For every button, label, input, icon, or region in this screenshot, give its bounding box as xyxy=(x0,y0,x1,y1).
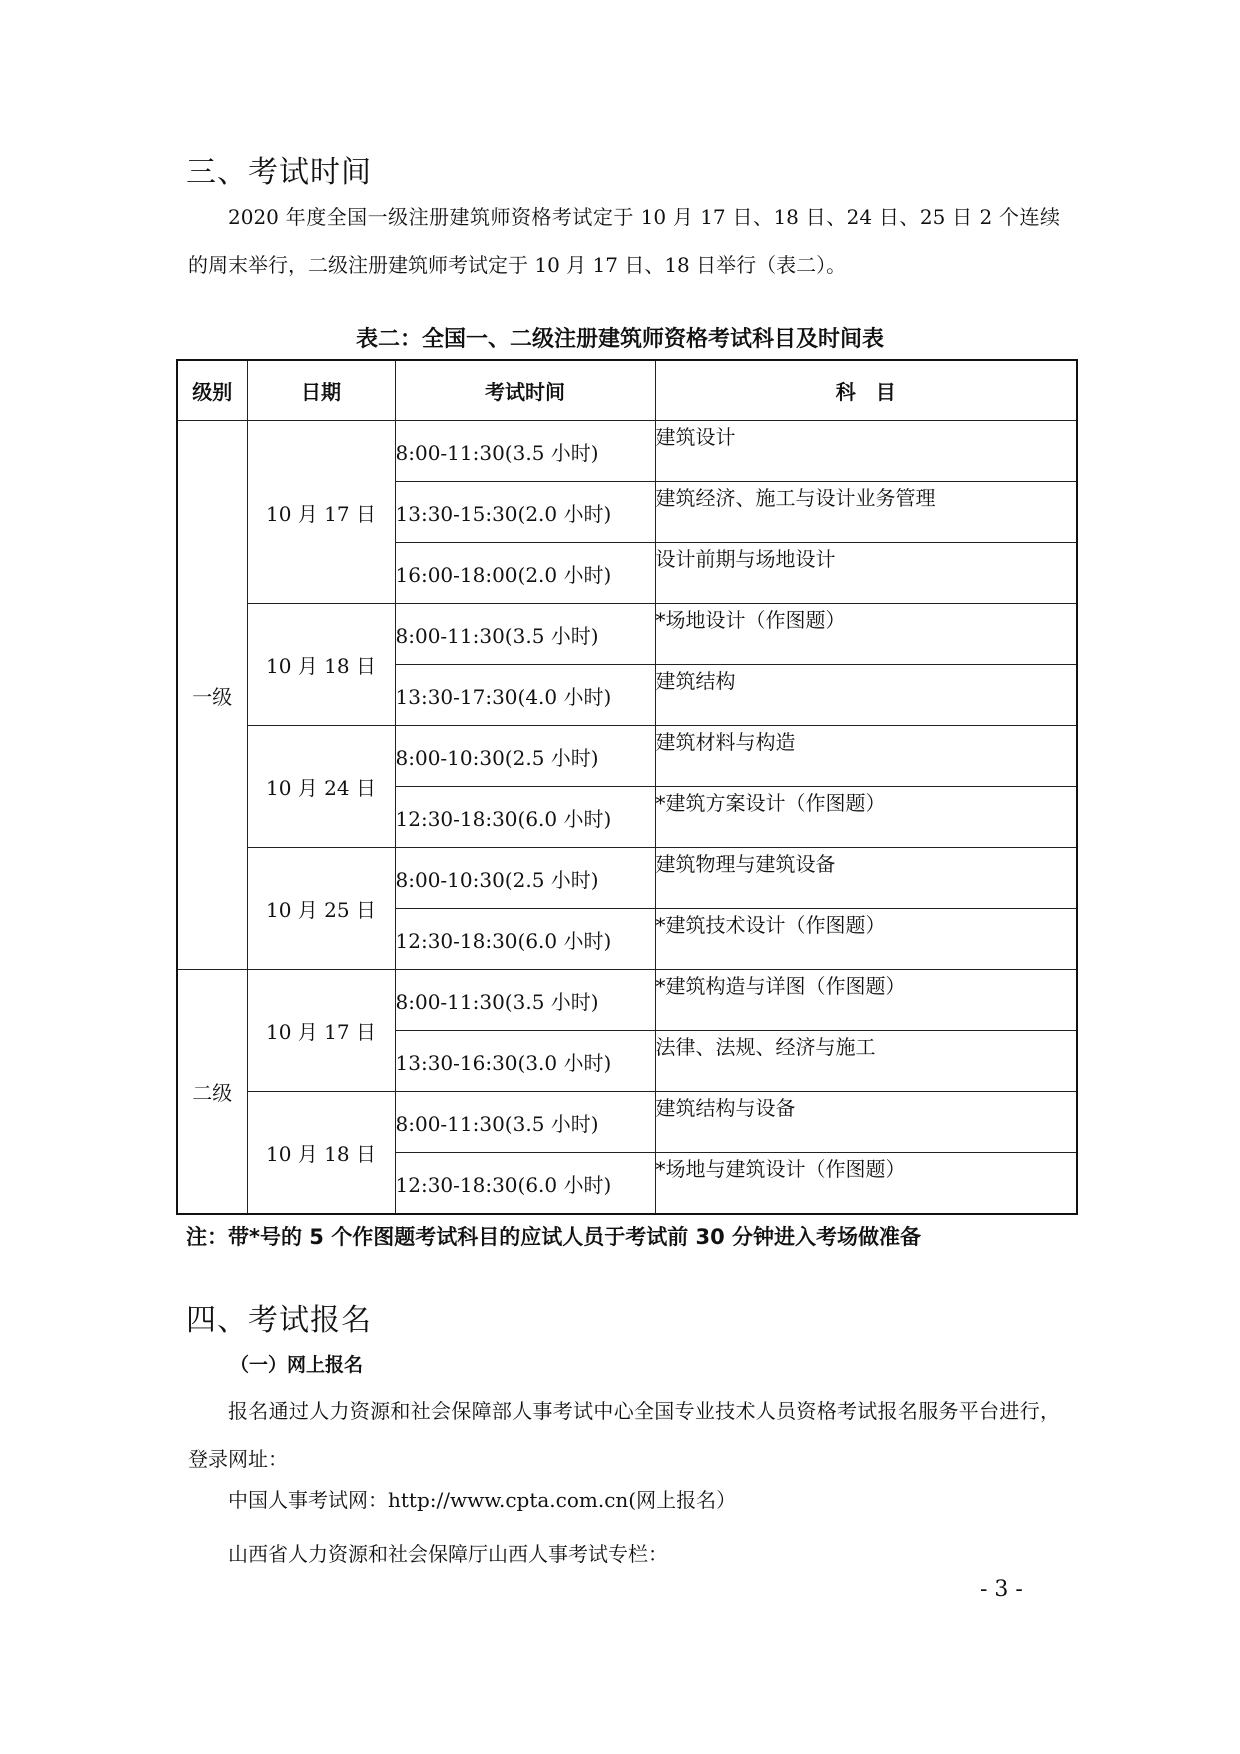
level-cell-2: 二级 xyxy=(177,970,247,1215)
subject-cell: *建筑方案设计（作图题） xyxy=(655,787,1077,848)
table-row xyxy=(177,604,1077,665)
subject-cell: 建筑物理与建筑设备 xyxy=(655,848,1077,909)
date-cell: 10 月 17 日 xyxy=(247,970,395,1092)
table-header-row xyxy=(177,360,1077,421)
header-date: 日期 xyxy=(247,360,395,421)
header-exam-time: 考试时间 xyxy=(395,360,655,421)
subject-cell: 建筑结构与设备 xyxy=(655,1092,1077,1153)
subject-cell: 建筑设计 xyxy=(655,421,1077,482)
date-cell: 10 月 18 日 xyxy=(247,1092,395,1215)
time-cell: 8:00-11:30(3.5 小时) xyxy=(395,1092,655,1153)
subject-cell: 法律、法规、经济与施工 xyxy=(655,1031,1077,1092)
subject-cell: 建筑材料与构造 xyxy=(655,726,1077,787)
date-cell: 10 月 18 日 xyxy=(247,604,395,726)
table-row xyxy=(177,848,1077,909)
level-cell-1: 一级 xyxy=(177,421,247,970)
time-cell: 13:30-15:30(2.0 小时) xyxy=(395,482,655,543)
subject-cell: 设计前期与场地设计 xyxy=(655,543,1077,604)
time-cell: 12:30-18:30(6.0 小时) xyxy=(395,909,655,970)
time-cell: 16:00-18:00(2.0 小时) xyxy=(395,543,655,604)
time-cell: 8:00-11:30(3.5 小时) xyxy=(395,421,655,482)
time-cell: 13:30-16:30(3.0 小时) xyxy=(395,1031,655,1092)
date-cell: 10 月 17 日 xyxy=(247,421,395,604)
subject-cell: 建筑结构 xyxy=(655,665,1077,726)
time-cell: 8:00-10:30(2.5 小时) xyxy=(395,848,655,909)
table-row xyxy=(177,1092,1077,1153)
time-cell: 13:30-17:30(4.0 小时) xyxy=(395,665,655,726)
date-cell: 10 月 24 日 xyxy=(247,726,395,848)
time-cell: 12:30-18:30(6.0 小时) xyxy=(395,787,655,848)
subject-cell: *建筑技术设计（作图题） xyxy=(655,909,1077,970)
subject-cell: *建筑构造与详图（作图题） xyxy=(655,970,1077,1031)
table-row xyxy=(177,421,1077,482)
table-caption: 表二：全国一、二级注册建筑师资格考试科目及时间表 xyxy=(355,327,884,352)
table-row xyxy=(177,970,1077,1031)
subject-cell: *场地与建筑设计（作图题） xyxy=(655,1153,1077,1215)
section-4-title: 四、考试报名 xyxy=(186,1303,372,1338)
date-cell: 10 月 25 日 xyxy=(247,848,395,970)
section-3-title: 三、考试时间 xyxy=(186,155,372,190)
page-number: - 3 - xyxy=(980,1577,1023,1602)
time-cell: 12:30-18:30(6.0 小时) xyxy=(395,1153,655,1215)
section-4-paragraph: 报名通过人力资源和社会保障部人事考试中心全国专业技术人员资格考试报名服务平台进行，登录网址： xyxy=(188,1399,1060,1471)
header-subject: 科 目 xyxy=(655,360,1077,421)
section-3-paragraph: 2020 年度全国一级注册建筑师资格考试定于 10 月 17 日、18 日、24 日、25 日 2 个连续的周末举行，二级注册建筑师考试定于 10 月 17 日、18 日举行（表二）。 xyxy=(188,205,1060,277)
time-cell: 8:00-10:30(2.5 小时) xyxy=(395,726,655,787)
subject-cell: 建筑经济、施工与设计业务管理 xyxy=(655,482,1077,543)
exam-schedule-table xyxy=(176,359,1078,1215)
time-cell: 8:00-11:30(3.5 小时) xyxy=(395,604,655,665)
subject-cell: *场地设计（作图题） xyxy=(655,604,1077,665)
table-row xyxy=(177,726,1077,787)
table-note: 注：带*号的 5 个作图题考试科目的应试人员于考试前 30 分钟进入考场做准备 xyxy=(186,1225,922,1249)
shanxi-column-line: 山西省人力资源和社会保障厅山西人事考试专栏： xyxy=(228,1542,668,1566)
cpta-website-line: 中国人事考试网：http://www.cpta.com.cn(网上报名） xyxy=(228,1488,737,1512)
time-cell: 8:00-11:30(3.5 小时) xyxy=(395,970,655,1031)
header-level: 级别 xyxy=(177,360,247,421)
subsection-online-registration: （一）网上报名 xyxy=(230,1354,364,1376)
